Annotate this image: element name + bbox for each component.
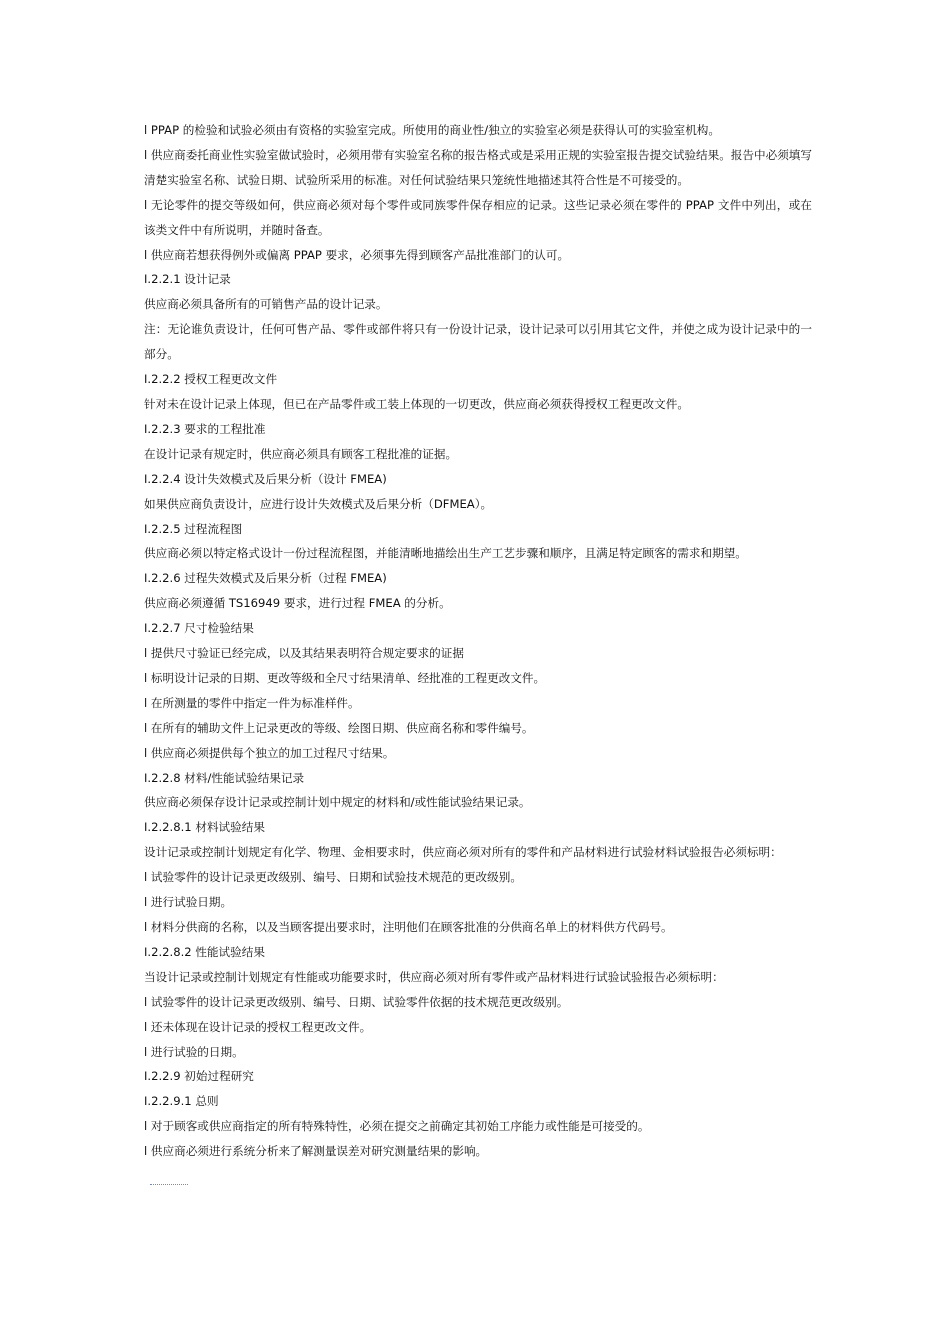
body-line: 如果供应商负责设计，应进行设计失效模式及后果分析（DFMEA）。 bbox=[144, 496, 493, 511]
body-line: 供应商必须以特定格式设计一份过程流程图，并能清晰地描绘出生产工艺步骤和顺序，且满足特定顾客的需求和期望。 bbox=[144, 546, 747, 561]
body-line: 当设计记录或控制计划规定有性能或功能要求时，供应商必须对所有零件或产品材料进行试验试验报告必须标明： bbox=[144, 969, 724, 984]
bullet-line: l 供应商若想获得例外或偏离 PPAP 要求，必须事先得到顾客产品批准部门的认可。 bbox=[144, 247, 570, 262]
section-heading: I.2.2.7 尺寸检验结果 bbox=[144, 621, 254, 636]
bullet-line: l 在所测量的零件中指定一件为标准样件。 bbox=[144, 695, 360, 710]
section-heading: I.2.2.3 要求的工程批准 bbox=[144, 421, 266, 436]
bullet-line: l 还未体现在设计记录的授权工程更改文件。 bbox=[144, 1019, 372, 1034]
bullet-line: l PPAP 的检验和试验必须由有资格的实验室完成。所使用的商业性/独立的实验室必须是获得认可的实验室机构。 bbox=[144, 123, 720, 137]
bullet-line: l 试验零件的设计记录更改级别、编号、日期和试验技术规范的更改级别。 bbox=[144, 870, 522, 885]
bullet-line: l 供应商必须提供每个独立的加工过程尺寸结果。 bbox=[144, 745, 395, 760]
section-heading: I.2.2.8 材料/性能试验结果记录 bbox=[144, 770, 305, 785]
bullet-line: l 对于顾客或供应商指定的所有特殊特性，必须在提交之前确定其初始工序能力或性能是可接受的。 bbox=[144, 1119, 650, 1134]
bullet-line: l 材料分供商的名称，以及当顾客提出要求时，注明他们在顾客批准的分供商名单上的材料供方代码号。 bbox=[144, 920, 673, 934]
subsection-heading: I.2.2.9.1 总则 bbox=[144, 1094, 219, 1109]
bullet-paragraph: l 无论零件的提交等级如何，供应商必须对每个零件或同族零件保存相应的记录。这些记录必须在零件的 PPAP 文件中列出，或在该类文件中有所说明，并随时备查。 bbox=[144, 197, 812, 237]
bullet-line: l 试验零件的设计记录更改级别、编号、日期、试验零件依据的技术规范更改级别。 bbox=[144, 994, 569, 1009]
subsection-heading: I.2.2.8.1 材料试验结果 bbox=[144, 820, 265, 835]
body-line: 在设计记录有规定时，供应商必须具有顾客工程批准的证据。 bbox=[144, 446, 458, 461]
section-heading: I.2.2.2 授权工程更改文件 bbox=[144, 372, 278, 387]
section-heading: I.2.2.4 设计失效模式及后果分析（设计 FMEA) bbox=[144, 471, 387, 486]
bullet-line: l 进行试验日期。 bbox=[144, 895, 233, 910]
bullet-line: l 供应商必须进行系统分析来了解测量误差对研究测量结果的影响。 bbox=[144, 1144, 488, 1159]
bullet-line: l 进行试验的日期。 bbox=[144, 1044, 244, 1059]
body-line: 针对未在设计记录上体现，但已在产品零件或工装上体现的一切更改，供应商必须获得授权工程更改文件。 bbox=[144, 396, 689, 411]
body-paragraph: 设计记录或控制计划规定有化学、物理、金相要求时，供应商必须对所有的零件和产品材料进行试验材料试验报告必须标明： bbox=[144, 845, 782, 860]
bullet-line: l 提供尺寸验证已经完成，以及其结果表明符合规定要求的证据 bbox=[144, 646, 464, 661]
bullet-paragraph: l 供应商委托商业性实验室做试验时，必须用带有实验室名称的报告格式或是采用正规的实验室报告提交试验结果。报告中必须填写清楚实验室名称、试验日期、试验所采用的标准。对任何试验结果只笼统性地描述其符合性是不可接受的。 bbox=[144, 147, 812, 187]
bullet-line: l 在所有的辅助文件上记录更改的等级、绘图日期、供应商名称和零件编号。 bbox=[144, 720, 534, 735]
hyperlink-underline bbox=[150, 1184, 188, 1185]
body-line: 供应商必须具备所有的可销售产品的设计记录。 bbox=[144, 297, 388, 312]
note-paragraph: 注：无论谁负责设计，任何可售产品、零件或部件将只有一份设计记录，设计记录可以引用其它文件，并使之成为设计记录中的一部分。 bbox=[144, 322, 812, 362]
subsection-heading: I.2.2.8.2 性能试验结果 bbox=[144, 944, 265, 959]
section-heading: I.2.2.6 过程失效模式及后果分析（过程 FMEA) bbox=[144, 571, 387, 586]
body-line: 供应商必须保存设计记录或控制计划中规定的材料和/或性能试验结果记录。 bbox=[144, 795, 531, 810]
section-heading: I.2.2.5 过程流程图 bbox=[144, 521, 243, 536]
section-heading: I.2.2.1 设计记录 bbox=[144, 272, 231, 287]
bullet-line: l 标明设计记录的日期、更改等级和全尺寸结果清单、经批准的工程更改文件。 bbox=[144, 670, 546, 685]
body-line: 供应商必须遵循 TS16949 要求，进行过程 FMEA 的分析。 bbox=[144, 596, 451, 611]
document-body bbox=[144, 118, 812, 1164]
section-heading: I.2.2.9 初始过程研究 bbox=[144, 1069, 254, 1084]
